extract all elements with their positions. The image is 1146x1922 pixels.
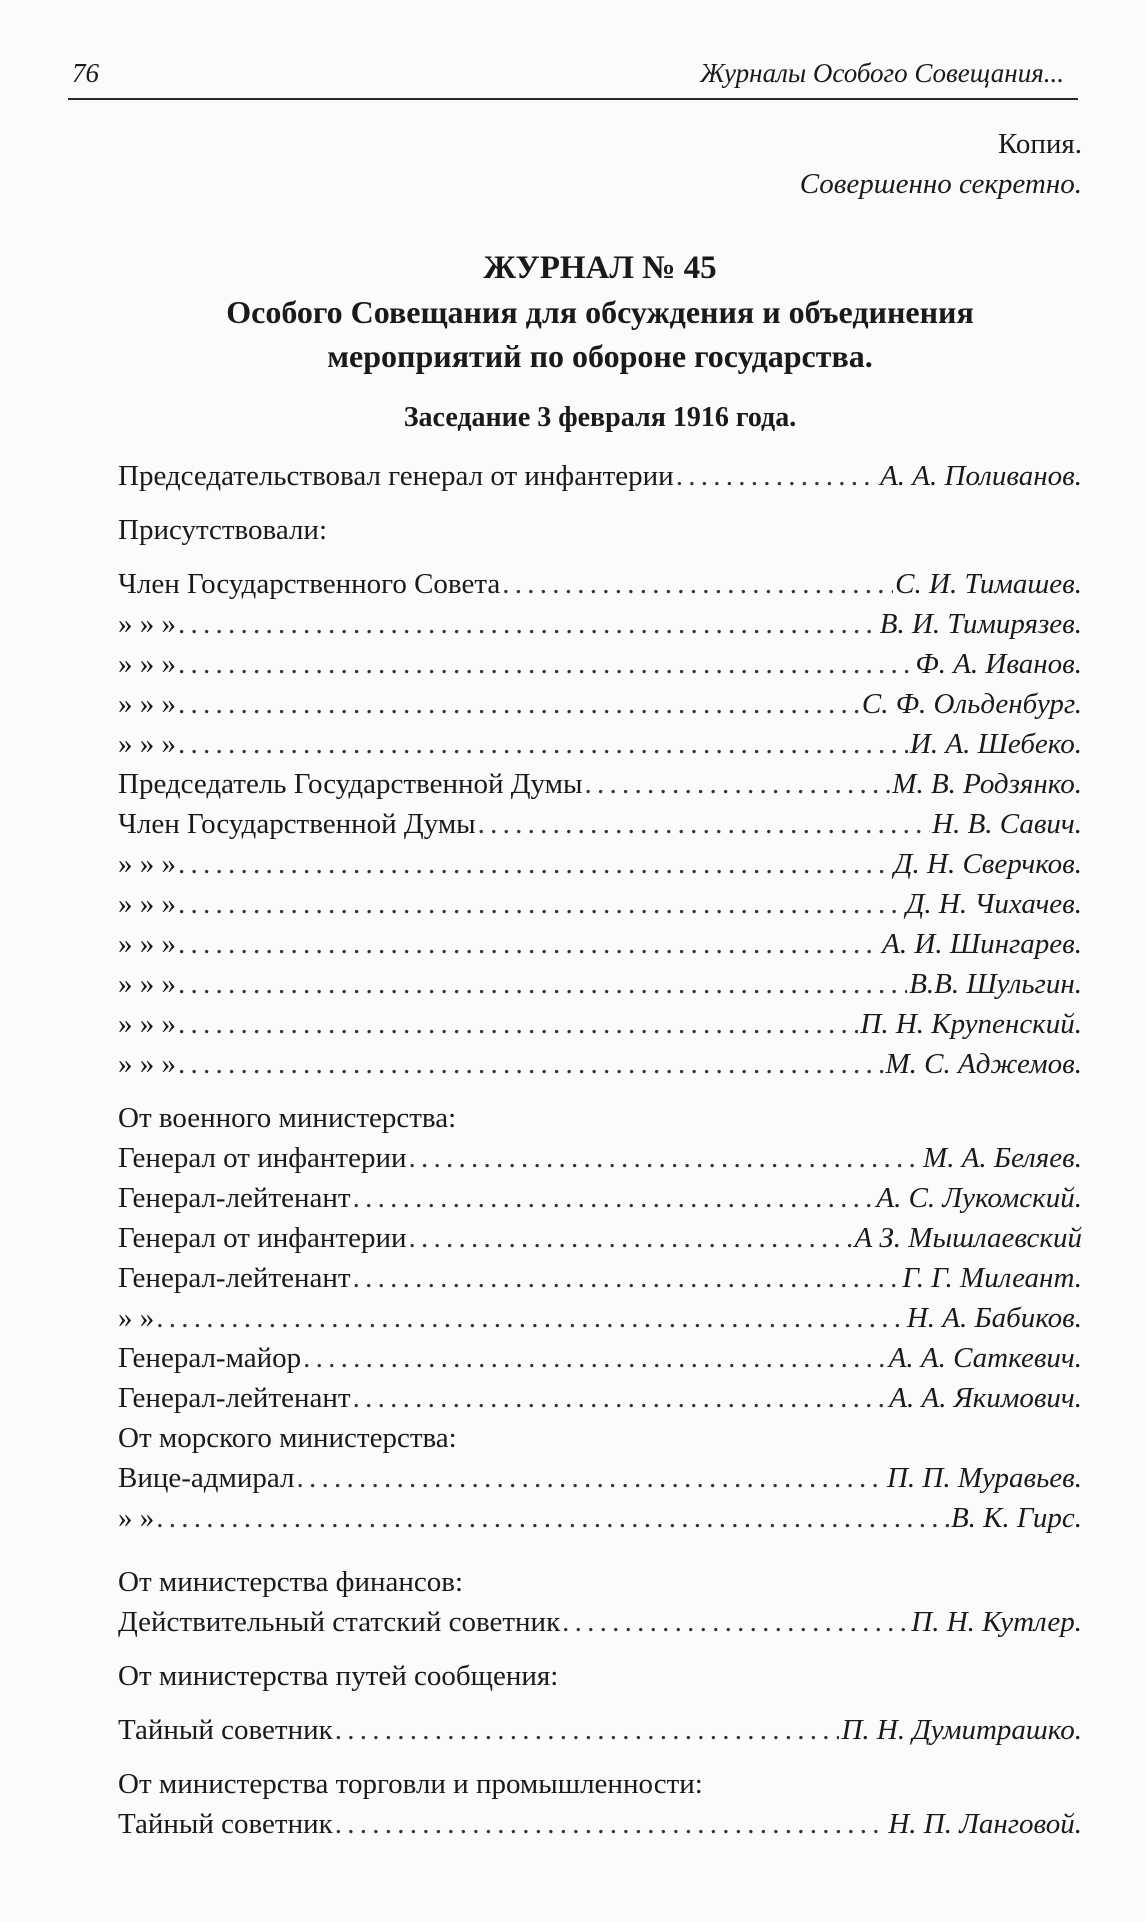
attendee-position: » » » [118, 728, 176, 760]
leader-dots [156, 1298, 905, 1338]
leader-dots [335, 1710, 840, 1750]
attendee-position: » » [118, 1302, 155, 1334]
war-ministry-heading: От военного министерства: [118, 1102, 457, 1134]
leader-dots [156, 1498, 949, 1538]
attendee-name: А. И. Шингарев. [882, 928, 1082, 960]
attendee-row [118, 1044, 1082, 1084]
attendee-position: » » » [118, 648, 176, 680]
attendee-row [118, 1498, 1082, 1538]
attendee-position: » » » [118, 888, 176, 920]
attendee-name: С. Ф. Ольденбург. [861, 688, 1082, 720]
leader-dots [178, 1004, 858, 1044]
leader-dots [478, 804, 930, 844]
attendee-name: М. С. Аджемов. [885, 1048, 1082, 1080]
attendee-name: Г. Г. Милеант. [902, 1262, 1082, 1294]
attendee-name: П. П. Муравьев. [886, 1462, 1082, 1494]
attendee-position: Действительный статский советник [118, 1606, 561, 1638]
attendee-position: » » » [118, 1008, 176, 1040]
attendee-position: Член Государственного Совета [118, 568, 501, 600]
attendee-name: Н. В. Савич. [932, 808, 1082, 840]
chair-name: А. А. Поливанов. [880, 460, 1082, 492]
leader-dots [178, 644, 913, 684]
attendee-position: Председатель Государственной Думы [118, 768, 583, 800]
attendee-position: » » [118, 1502, 155, 1534]
attendee-position: » » » [118, 928, 176, 960]
attendee-row [118, 1218, 1082, 1258]
leader-dots [502, 564, 893, 604]
attendee-name: А З. Мышлаевский [854, 1222, 1082, 1254]
leader-dots [562, 1602, 909, 1642]
attendee-row [118, 564, 1082, 604]
leader-dots [178, 1044, 884, 1084]
attendee-position: » » » [118, 848, 176, 880]
attendee-row [118, 1710, 1082, 1750]
attendee-name: Д. Н. Сверчков. [894, 848, 1082, 880]
attendee-row [118, 724, 1082, 764]
subtitle-line-2: мероприятий по обороне государства. [327, 338, 873, 374]
attendee-row [118, 1378, 1082, 1418]
attendee-position: Генерал от инфантерии [118, 1222, 407, 1254]
attendee-name: Н. А. Бабиков. [906, 1302, 1082, 1334]
attendee-row [118, 1458, 1082, 1498]
attendee-name: И. А. Шебеко. [909, 728, 1082, 760]
attendee-row [118, 884, 1082, 924]
attendee-name: В. И. Тимирязев. [879, 608, 1082, 640]
leader-dots [178, 724, 908, 764]
attendee-position: » » » [118, 688, 176, 720]
attendee-row [118, 844, 1082, 884]
attendee-position: Генерал-лейтенант [118, 1182, 351, 1214]
attendee-name: А. С. Лукомский. [876, 1182, 1082, 1214]
attendee-name: В. К. Гирс. [950, 1502, 1082, 1534]
leader-dots [353, 1178, 875, 1218]
attendee-name: Н. П. Ланговой. [888, 1808, 1082, 1840]
leader-dots [178, 844, 892, 884]
attendee-position: Тайный советник [118, 1714, 333, 1746]
attendee-name: С. И. Тимашев. [895, 568, 1082, 600]
attendee-row [118, 1138, 1082, 1178]
journal-content [118, 124, 1082, 1844]
attendee-row [118, 684, 1082, 724]
secrecy-label: Совершенно секретно. [799, 168, 1082, 200]
attendee-name: Ф. А. Иванов. [915, 648, 1082, 680]
leader-dots [409, 1218, 853, 1258]
leader-dots [409, 1138, 922, 1178]
leader-dots [178, 964, 907, 1004]
leader-dots [584, 764, 890, 804]
attendee-position: Генерал-лейтенант [118, 1262, 351, 1294]
attendee-row [118, 1804, 1082, 1844]
attendee-name: А. А. Якимович. [889, 1382, 1082, 1414]
navy-ministry-heading: От морского министерства: [118, 1422, 457, 1454]
attendee-row [118, 1602, 1082, 1642]
attendee-name: В.В. Шульгин. [909, 968, 1082, 1000]
session-date: Заседание 3 февраля 1916 года. [403, 402, 797, 433]
attendee-row [118, 1178, 1082, 1218]
chair-label: Председательствовал генерал от инфантерии [118, 460, 674, 492]
attendee-name: А. А. Саткевич. [888, 1342, 1082, 1374]
attendee-position: Генерал от инфантерии [118, 1142, 407, 1174]
finance-ministry-heading: От министерства финансов: [118, 1566, 464, 1598]
attendee-position: Вице-адмирал [118, 1462, 295, 1494]
attendee-row [118, 1258, 1082, 1298]
subtitle-line-1: Особого Совещания для обсуждения и объединения [226, 294, 974, 330]
trade-ministry-heading: От министерства торговли и промышленности: [118, 1768, 703, 1800]
attendee-position: » » » [118, 1048, 176, 1080]
attendee-row [118, 604, 1082, 644]
attendee-row [118, 1338, 1082, 1378]
railways-ministry-heading: От министерства путей сообщения: [118, 1660, 559, 1692]
attendee-row [118, 804, 1082, 844]
attendee-name: П. Н. Думитрашко. [841, 1714, 1082, 1746]
attendee-row [118, 1298, 1082, 1338]
page-number: 76 [72, 58, 99, 88]
leader-dots [178, 604, 878, 644]
running-header [68, 58, 1078, 100]
attendee-row [118, 764, 1082, 804]
leader-dots [178, 684, 860, 724]
attendee-name: М. В. Родзянко. [892, 768, 1082, 800]
attendee-position: Генерал-майор [118, 1342, 302, 1374]
attendee-row [118, 964, 1082, 1004]
leader-dots [353, 1378, 888, 1418]
leader-dots [303, 1338, 887, 1378]
chair-row [118, 456, 1082, 496]
attendee-position: Член Государственной Думы [118, 808, 476, 840]
attendee-row [118, 924, 1082, 964]
attendee-name: М. А. Беляев. [923, 1142, 1082, 1174]
attendee-position: » » » [118, 608, 176, 640]
attendee-position: Генерал-лейтенант [118, 1382, 351, 1414]
leader-dots [335, 1804, 887, 1844]
copy-label: Копия. [997, 128, 1082, 160]
leader-dots [297, 1458, 885, 1498]
attendee-name: Д. Н. Чихачев. [905, 888, 1082, 920]
journal-title: ЖУРНАЛ № 45 [483, 250, 717, 286]
attendee-position: » » » [118, 968, 176, 1000]
leader-dots [353, 1258, 901, 1298]
attendee-position: Тайный советник [118, 1808, 333, 1840]
attendee-name: П. Н. Крупенский. [860, 1008, 1082, 1040]
running-title: Журналы Особого Совещания... [700, 58, 1064, 88]
attendee-row [118, 644, 1082, 684]
present-label: Присутствовали: [118, 514, 328, 546]
leader-dots [178, 884, 904, 924]
leader-dots [178, 924, 880, 964]
attendee-row [118, 1004, 1082, 1044]
leader-dots [676, 456, 878, 496]
attendee-name: П. Н. Кутлер. [911, 1606, 1082, 1638]
